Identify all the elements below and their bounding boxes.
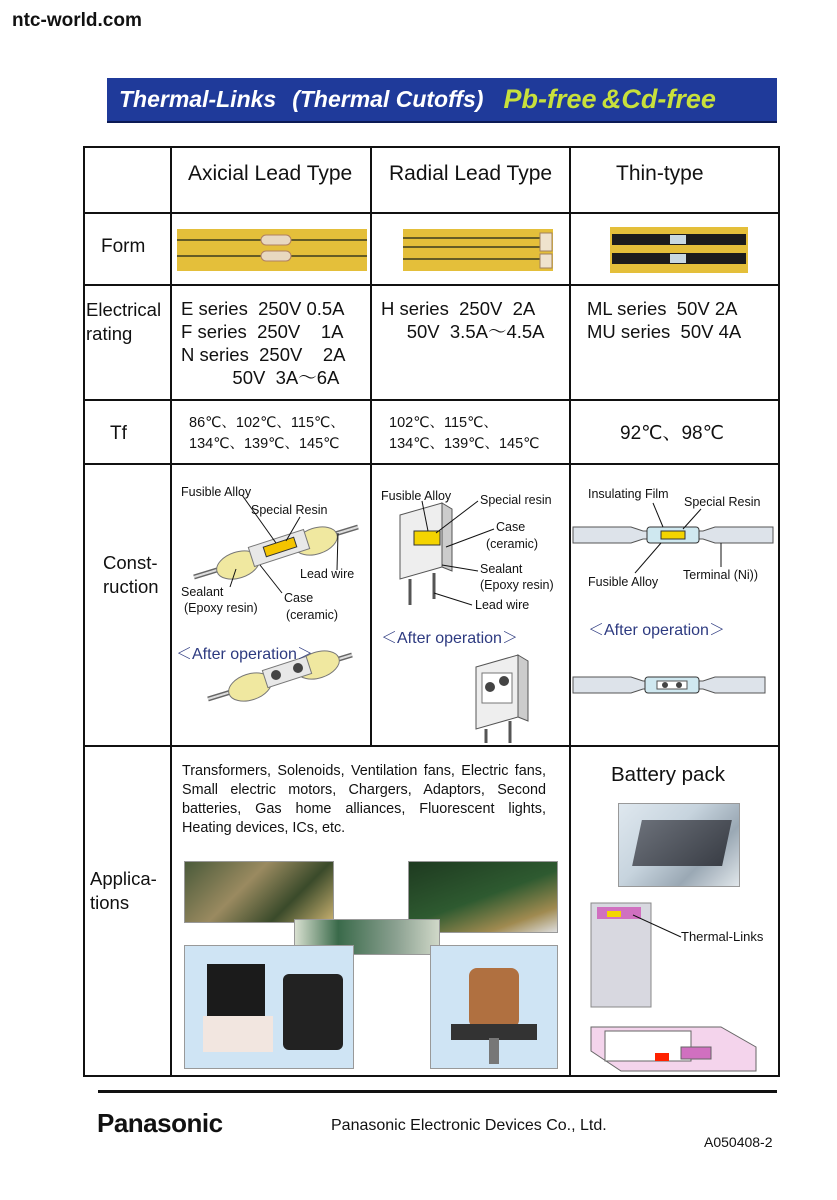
footer-rule <box>98 1090 777 1093</box>
radial-sealant-sub-label: (Epoxy resin) <box>480 578 554 592</box>
transformer-photo <box>184 945 354 1069</box>
applications-general <box>171 746 570 1076</box>
header-row <box>84 147 779 213</box>
tf-radial <box>371 400 570 464</box>
radial-after-operation-label: ＜After operation＞ <box>381 630 518 647</box>
banner-subtitle: (Thermal Cutoffs) <box>292 86 484 112</box>
col-header-radial: Radial Lead Type <box>371 147 570 213</box>
motor-photo <box>430 945 558 1069</box>
construction-row <box>84 464 779 746</box>
battery-pack-diagram <box>571 881 776 1077</box>
axial-form-photo <box>173 215 369 283</box>
tf-row <box>84 400 779 464</box>
battery-pack-photo <box>618 803 740 887</box>
spec-table <box>83 146 780 1077</box>
construction-radial <box>371 464 570 746</box>
rating-thin: ML series 50V 2A MU series 50V 4A <box>570 285 779 400</box>
axial-sealant-label: Sealant <box>181 585 224 599</box>
tf-radial-line2: 134℃、139℃、145℃ <box>389 436 540 452</box>
col-header-thin: Thin-type <box>570 147 779 213</box>
construction-thin <box>570 464 779 746</box>
applications-text: Transformers, Solenoids, Ventilation fans, Electric fans, Small electric motors, Chargers, Adaptors, Second batteries, Gas home alliances, Fluorescent lights, Heating devices, ICs, etc. <box>182 763 546 836</box>
thin-insulating-film-label: Insulating Film <box>588 487 669 501</box>
radial-form-photo <box>373 215 569 283</box>
tf-radial-line1: 102℃、115℃、 <box>389 415 498 431</box>
radial-lead-wire-label: Lead wire <box>475 598 530 612</box>
company-name: Panasonic Electronic Devices Co., Ltd. <box>331 1117 607 1134</box>
rating-axial: E series 250V 0.5A F series 250V 1A N series 250V 2A 50V 3A～6A <box>171 285 371 400</box>
panasonic-logo: Panasonic <box>97 1108 223 1138</box>
thin-terminal-label: Terminal (Ni)) <box>683 568 758 582</box>
thin-fusible-alloy-label: Fusible Alloy <box>588 575 659 589</box>
document-number: A050408-2 <box>704 1134 773 1150</box>
tf-axial-line1: 86℃、102℃、115℃、 <box>189 415 345 431</box>
radial-sealant-label: Sealant <box>480 562 523 576</box>
axial-fusible-alloy-label: Fusible Alloy <box>181 485 252 499</box>
col-header-axial: Axicial Lead Type <box>171 147 371 213</box>
form-radial-image <box>371 213 570 285</box>
axial-after-operation-label: ＜After operation＞ <box>176 646 313 663</box>
tf-thin: 92℃、98℃ <box>570 400 779 464</box>
thin-after-operation-label: ＜After operation＞ <box>588 622 725 639</box>
banner-title: Thermal-Links <box>119 86 277 112</box>
radial-special-resin-label: Special resin <box>480 493 552 507</box>
row-head-electrical: Electrical rating <box>84 285 171 400</box>
tf-axial-line2: 134℃、139℃、145℃ <box>189 436 340 452</box>
circuit-board-photo <box>184 861 334 923</box>
electrical-row <box>84 285 779 400</box>
rating-radial: H series 250V 2A 50V 3.5A～4.5A <box>371 285 570 400</box>
row-head-tf: Tf <box>84 400 171 464</box>
axial-special-resin-label: Special Resin <box>251 503 328 517</box>
applications-battery <box>570 746 779 1076</box>
row-head-form: Form <box>84 213 171 285</box>
battery-pack-title: Battery pack <box>611 763 725 786</box>
applications-row <box>84 746 779 1076</box>
banner-badge: Pb-free &Cd-free <box>503 84 716 114</box>
form-axial-image <box>171 213 371 285</box>
corner-cell <box>84 147 171 213</box>
site-watermark: ntc-world.com <box>12 10 142 31</box>
radial-case-label: Case <box>496 520 526 534</box>
construction-axial <box>171 464 371 746</box>
form-row <box>84 213 779 285</box>
row-head-construction: Const- ruction <box>84 464 171 746</box>
row-head-applications: Applica- tions <box>84 746 171 1076</box>
tf-axial <box>171 400 371 464</box>
radial-fusible-alloy-label: Fusible Alloy <box>381 489 452 503</box>
axial-case-label: Case <box>284 591 314 605</box>
axial-case-sub-label: (ceramic) <box>286 608 339 622</box>
thermal-links-label: Thermal-Links <box>681 929 764 944</box>
title-banner <box>107 78 777 123</box>
axial-sealant-sub-label: (Epoxy resin) <box>184 601 258 615</box>
form-thin-image <box>570 213 779 285</box>
axial-lead-wire-label: Lead wire <box>300 567 355 581</box>
radial-case-sub-label: (ceramic) <box>486 537 539 551</box>
thin-special-resin-label: Special Resin <box>684 495 761 509</box>
thin-form-photo <box>572 215 777 283</box>
